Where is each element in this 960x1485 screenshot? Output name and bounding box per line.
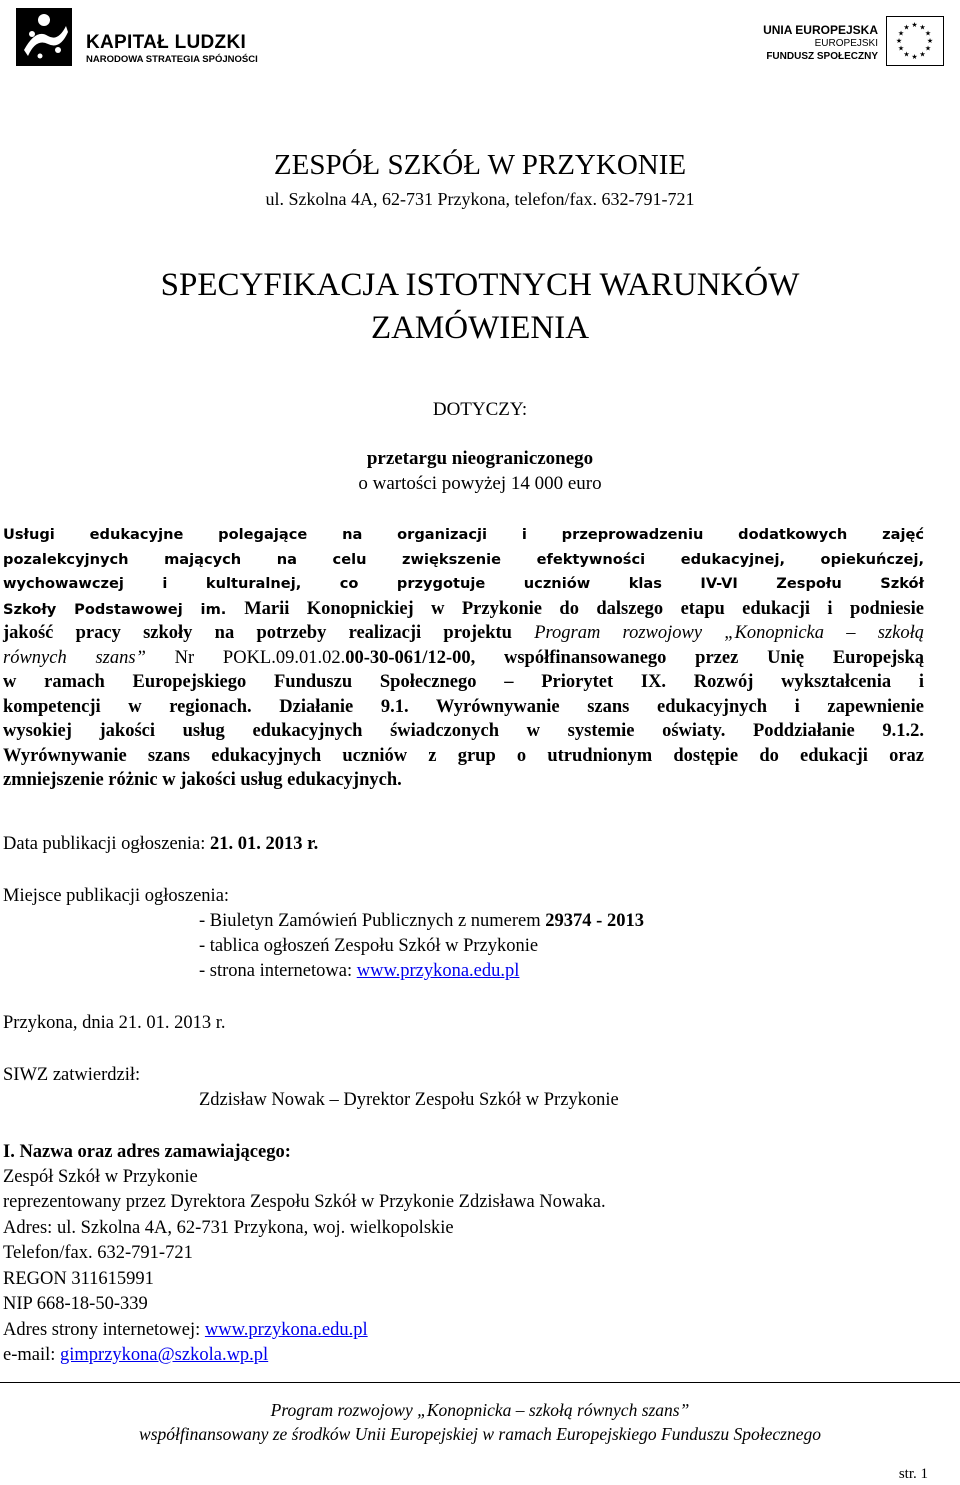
represented-by: reprezentowany przez Dyrektora Zespołu Szkół w Przykonie Zdzisława Nowaka. (3, 1192, 606, 1212)
page-number: str. 1 (898, 1466, 928, 1482)
svg-text:★: ★ (919, 23, 926, 32)
school-name: ZESPÓŁ SZKÓŁ W PRZYKONIE (273, 149, 687, 181)
description-line (3, 646, 924, 671)
svg-text:★: ★ (919, 50, 926, 59)
description-line (3, 621, 924, 646)
publication-place-item (199, 959, 519, 983)
document-title-line1: SPECYFIKACJA ISTOTNYCH WARUNKÓW (160, 267, 800, 303)
tender-value: o wartości powyżej 14 000 euro (358, 473, 602, 494)
svg-text:★: ★ (903, 50, 910, 59)
eu-logo (752, 8, 948, 70)
publication-place-text: - Biuletyn Zamówień Publicznych z numerem (199, 911, 541, 931)
project-name-italic: równych szans” (3, 647, 146, 668)
bzp-number: 29374 - 2013 (545, 911, 644, 931)
publication-date-label: Data publikacji ogłoszenia: (3, 834, 206, 854)
footer-line2 (0, 1422, 960, 1446)
description-text: Nr POKL.09.01.02. (174, 647, 346, 668)
website-line (3, 1318, 368, 1342)
footer-program-name: Program rozwojowy „Konopnicka – szkołą równych szans” (270, 1400, 690, 1420)
section-heading-text: I. Nazwa oraz adres zamawiającego: (3, 1142, 291, 1162)
eu-logo-line2: EUROPEJSKI (814, 38, 878, 49)
project-name-italic: Program rozwojowy „Konopnicka – szkołą (534, 623, 924, 643)
school-address: ul. Szkolna 4A, 62-731 Przykona, telefon/fax. 632-791-721 (265, 189, 695, 209)
footer-divider (0, 1382, 960, 1383)
publication-place-item (199, 909, 644, 933)
website-label: Adres strony internetowej: (3, 1320, 201, 1340)
kapital-ludzki-subtitle: NARODOWA STRATEGIA SPÓJNOŚCI (86, 54, 258, 65)
svg-text:★: ★ (911, 21, 918, 29)
approver-name: Zdzisław Nowak – Dyrektor Zespołu Szkół w Przykonie (199, 1090, 619, 1110)
email-line (3, 1343, 268, 1367)
footer-cofinancing: współfinansowany ze środków Unii Europejskiej w ramach Europejskiego Funduszu Społecznego (139, 1424, 821, 1444)
svg-text:★: ★ (924, 29, 932, 38)
phone-line: Telefon/fax. 632-791-721 (3, 1243, 193, 1263)
nip-line: NIP 668-18-50-339 (3, 1294, 148, 1314)
subject-label: DOTYCZY: (432, 399, 528, 420)
email-link[interactable]: gimprzykona@szkola.wp.pl (60, 1345, 269, 1365)
eu-flag-icon (886, 16, 944, 66)
email-label: e-mail: (3, 1345, 56, 1365)
section-heading (3, 1140, 291, 1164)
svg-text:★: ★ (924, 44, 932, 53)
description-line (3, 597, 924, 622)
description-line: zmniejszenie różnic w jakości usług edukacyjnych. (3, 770, 402, 790)
contracting-authority-name: Zespół Szkół w Przykonie (3, 1167, 198, 1187)
tender-type: przetargu nieograniczonego (366, 448, 594, 469)
description-paragraph (3, 523, 924, 793)
description-line: pozalekcyjnych mających na celu zwiększenie efektywności edukacyjnej, opiekuńczej, (3, 550, 924, 568)
publication-place-item: - tablica ogłoszeń Zespołu Szkół w Przykonie (199, 936, 539, 956)
document-title-line2: ZAMÓWIENIA (370, 310, 590, 346)
svg-text:★: ★ (911, 53, 918, 61)
svg-text:★: ★ (926, 37, 934, 45)
eu-logo-line1: UNIA EUROPEJSKA (763, 23, 878, 37)
description-text: jakość pracy szkoły na potrzeby realizacji projektu (3, 623, 512, 643)
description-line: kompetencji w regionach. Działanie 9.1. Wyrównywanie szans edukacyjnych i zapewnienie (3, 696, 924, 717)
eu-logo-line3: FUNDUSZ SPOŁECZNY (766, 51, 878, 62)
kapital-ludzki-title: KAPITAŁ LUDZKI (86, 32, 247, 53)
publication-place-label: Miejsce publikacji ogłoszenia: (3, 886, 230, 906)
publication-place-text: - strona internetowa: (199, 961, 353, 981)
approved-label: SIWZ zatwierdził: (3, 1065, 141, 1085)
address-line: Adres: ul. Szkolna 4A, 62-731 Przykona, woj. wielkopolskie (3, 1218, 454, 1238)
description-text: Szkoły Podstawowej im. (3, 600, 227, 618)
regon-line: REGON 311615991 (3, 1269, 154, 1289)
kapital-ludzki-logo (14, 6, 274, 68)
description-line: wysokiej jakości usług edukacyjnych świadczonych w systemie oświaty. Poddziałanie 9.1.2. (3, 721, 924, 741)
svg-text:★: ★ (903, 23, 910, 32)
description-text: Marii Konopnickiej w Przykonie do dalszego etapu edukacji i podniesie (244, 598, 924, 619)
website-link[interactable]: www.przykona.edu.pl (204, 1320, 368, 1340)
description-line: Usługi edukacyjne polegające na organizacji i przeprowadzeniu dodatkowych zajęć (3, 526, 924, 543)
svg-text:★: ★ (895, 37, 903, 45)
description-text: 00-30-061/12-00, współfinansowanego przez Unię Europejską (345, 647, 924, 668)
publication-date-value: 21. 01. 2013 r. (210, 834, 319, 854)
kapital-ludzki-emblem-icon (14, 6, 76, 68)
footer-line1 (0, 1398, 960, 1422)
description-line: w ramach Europejskiego Funduszu Społecznego – Priorytet IX. Rozwój wykształcenia i (3, 672, 924, 692)
svg-text:★: ★ (897, 44, 905, 53)
publication-date (3, 832, 318, 856)
description-line: wychowawczej i kulturalnej, co przygotuje uczniów klas IV-VI Zespołu Szkół (3, 575, 924, 592)
svg-text:★: ★ (897, 29, 905, 38)
description-line: Wyrównywanie szans edukacyjnych uczniów z grup o utrudnionym dostępie do edukacji oraz (3, 745, 924, 766)
website-link[interactable]: www.przykona.edu.pl (356, 961, 520, 981)
signing-date: Przykona, dnia 21. 01. 2013 r. (3, 1013, 226, 1033)
